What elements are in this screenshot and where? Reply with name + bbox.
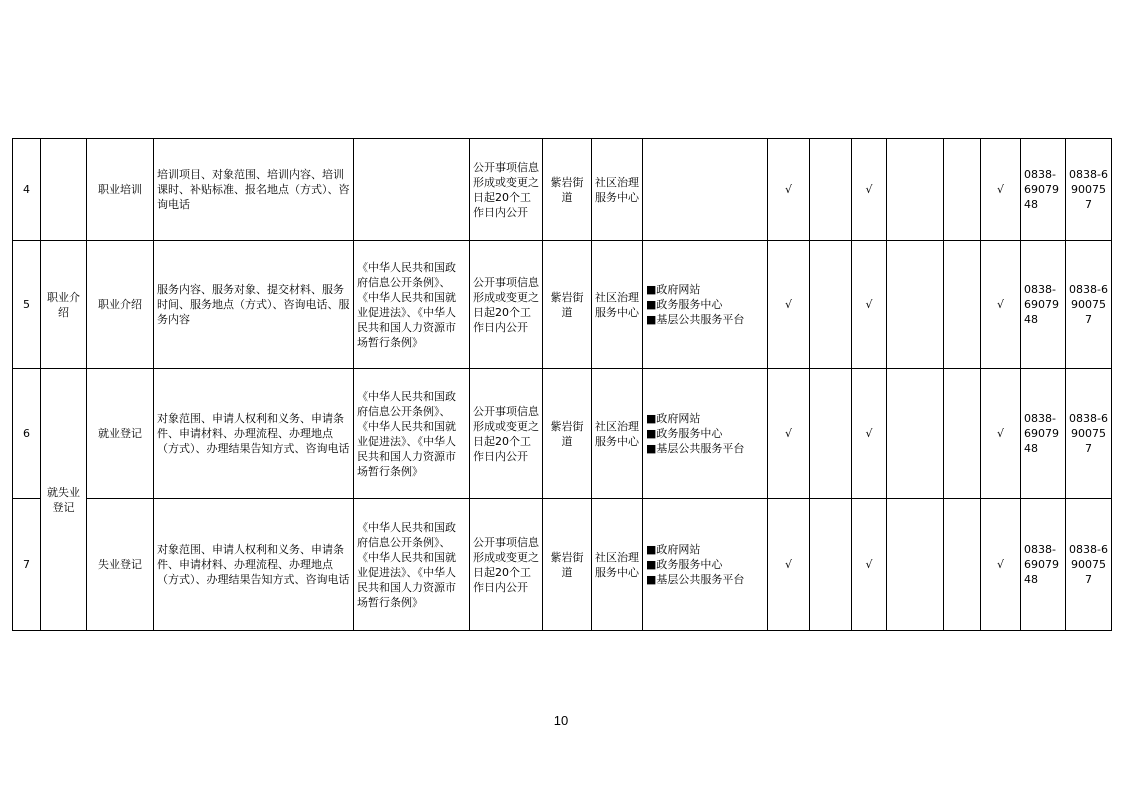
time-limit-cell: 公开事项信息形成或变更之日起20个工作日内公开 bbox=[470, 369, 543, 499]
phone-cell: 0838-6900757 bbox=[1066, 241, 1112, 369]
page-number: 10 bbox=[553, 713, 569, 728]
phone-cell: 0838-6900757 bbox=[1066, 369, 1112, 499]
check-mark: √ bbox=[852, 139, 887, 241]
subject-cell: 紫岩街道 bbox=[543, 499, 592, 631]
basis-cell: 《中华人民共和国政府信息公开条例》、《中华人民共和国就业促进法》、《中华人民共和国人力资源市场暂行条例》 bbox=[354, 369, 470, 499]
category-cell: 职业介绍 bbox=[41, 241, 87, 369]
channels-cell bbox=[643, 241, 768, 369]
time-limit-cell: 公开事项信息形成或变更之日起20个工作日内公开 bbox=[470, 499, 543, 631]
channels-cell bbox=[643, 499, 768, 631]
phone-cell: 0838-6907948 bbox=[1021, 241, 1066, 369]
subject-cell: 紫岩街道 bbox=[543, 369, 592, 499]
check-mark: √ bbox=[768, 499, 810, 631]
channel-service-center: ■政务服务中心 bbox=[646, 427, 723, 440]
basis-cell: 《中华人民共和国政府信息公开条例》、《中华人民共和国就业促进法》、《中华人民共和国人力资源市场暂行条例》 bbox=[354, 499, 470, 631]
check-mark: √ bbox=[981, 499, 1021, 631]
check-mark: √ bbox=[852, 499, 887, 631]
content-cell: 对象范围、申请人权利和义务、申请条件、申请材料、办理流程、办理地点（方式）、办理结果告知方式、咨询电话 bbox=[154, 369, 354, 499]
channel-community-platform: ■基层公共服务平台 bbox=[646, 573, 745, 586]
scope-cell: 社区治理服务中心 bbox=[592, 499, 643, 631]
table-row bbox=[13, 139, 1112, 241]
row-number: 7 bbox=[13, 499, 41, 631]
category-cell: 就失业登记 bbox=[41, 369, 87, 631]
phone-cell: 0838-6907948 bbox=[1021, 499, 1066, 631]
subject-cell: 紫岩街道 bbox=[543, 241, 592, 369]
scope-cell: 社区治理服务中心 bbox=[592, 369, 643, 499]
phone-cell: 0838-6907948 bbox=[1021, 139, 1066, 241]
subject-cell: 紫岩街道 bbox=[543, 139, 592, 241]
phone-cell: 0838-6900757 bbox=[1066, 139, 1112, 241]
channel-gov-website: ■政府网站 bbox=[646, 412, 701, 425]
channel-service-center: ■政务服务中心 bbox=[646, 298, 723, 311]
scope-cell: 社区治理服务中心 bbox=[592, 241, 643, 369]
phone-cell: 0838-6907948 bbox=[1021, 369, 1066, 499]
check-mark: √ bbox=[768, 369, 810, 499]
time-limit-cell: 公开事项信息形成或变更之日起20个工作日内公开 bbox=[470, 241, 543, 369]
check-mark: √ bbox=[768, 241, 810, 369]
row-number: 5 bbox=[13, 241, 41, 369]
time-limit-cell: 公开事项信息形成或变更之日起20个工作日内公开 bbox=[470, 139, 543, 241]
check-mark: √ bbox=[852, 369, 887, 499]
channel-community-platform: ■基层公共服务平台 bbox=[646, 442, 745, 455]
item-cell: 就业登记 bbox=[87, 369, 154, 499]
check-mark: √ bbox=[981, 241, 1021, 369]
content-cell: 培训项目、对象范围、培训内容、培训课时、补贴标准、报名地点（方式）、咨询电话 bbox=[154, 139, 354, 241]
check-mark: √ bbox=[981, 139, 1021, 241]
channel-service-center: ■政务服务中心 bbox=[646, 558, 723, 571]
row-number: 4 bbox=[13, 139, 41, 241]
item-cell: 失业登记 bbox=[87, 499, 154, 631]
content-cell: 服务内容、服务对象、提交材料、服务时间、服务地点（方式）、咨询电话、服务内容 bbox=[154, 241, 354, 369]
phone-cell: 0838-6900757 bbox=[1066, 499, 1112, 631]
check-mark: √ bbox=[852, 241, 887, 369]
table-row bbox=[13, 369, 1112, 499]
table-row bbox=[13, 241, 1112, 369]
check-mark: √ bbox=[981, 369, 1021, 499]
channel-community-platform: ■基层公共服务平台 bbox=[646, 313, 745, 326]
table-row bbox=[13, 499, 1112, 631]
row-number: 6 bbox=[13, 369, 41, 499]
channel-gov-website: ■政府网站 bbox=[646, 283, 701, 296]
content-cell: 对象范围、申请人权利和义务、申请条件、申请材料、办理流程、办理地点（方式）、办理结果告知方式、咨询电话 bbox=[154, 499, 354, 631]
item-cell: 职业培训 bbox=[87, 139, 154, 241]
category-cell bbox=[41, 139, 87, 241]
disclosure-table bbox=[12, 138, 1112, 631]
channels-cell bbox=[643, 139, 768, 241]
item-cell: 职业介绍 bbox=[87, 241, 154, 369]
basis-cell: 《中华人民共和国政府信息公开条例》、《中华人民共和国就业促进法》、《中华人民共和国人力资源市场暂行条例》 bbox=[354, 241, 470, 369]
scope-cell: 社区治理服务中心 bbox=[592, 139, 643, 241]
check-mark: √ bbox=[768, 139, 810, 241]
channel-gov-website: ■政府网站 bbox=[646, 543, 701, 556]
channels-cell bbox=[643, 369, 768, 499]
basis-cell bbox=[354, 139, 470, 241]
